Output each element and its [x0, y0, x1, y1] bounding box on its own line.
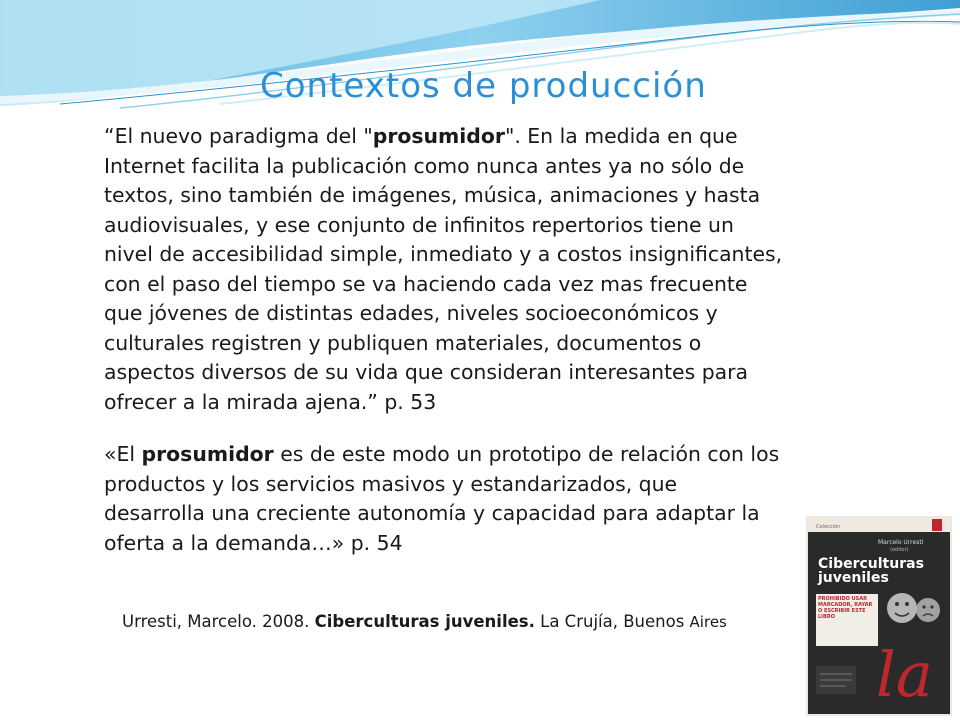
cover-series: Colección: [816, 524, 841, 530]
quote-paragraph-1: [104, 122, 784, 417]
citation-book-title: Ciberculturas juveniles.: [314, 612, 535, 631]
cover-publisher-mark: la: [876, 638, 933, 711]
cover-title-line2: juveniles: [818, 570, 889, 586]
sad-face-icon: [916, 598, 940, 622]
smiley-face-icon: [887, 593, 917, 623]
cover-editor-role: (editor): [890, 547, 909, 553]
citation-city-end: Aires: [689, 613, 727, 631]
cover-editor: Marcelo Urresti: [878, 539, 924, 546]
citation-publisher: La Crujía, Buenos: [534, 612, 690, 631]
book-cover-image: [806, 516, 952, 716]
quote-block: [104, 122, 784, 558]
citation-author: Urresti, Marcelo. 2008.: [122, 612, 315, 631]
quote1-open: “El nuevo paradigma del ": [104, 124, 373, 148]
quote2-open: «El: [104, 442, 142, 466]
quote-paragraph-2: [104, 440, 784, 558]
quote2-rest: es de este modo un prototipo de relación con los productos y los servicios masivos y estandarizados, que desarrolla una creciente autonomía y capacidad para adaptar la oferta a la demanda…» p. 54: [104, 442, 780, 555]
quote1-rest: ". En la medida en que Internet facilita la publicación como nunca antes ya no sólo de textos, sino también de imágenes, música, animaciones y hasta audiovisuales, y ese conjunto de infinitos repertorios tiene un nivel de accesibilidad simple, inmediato y a costos insignificantes, con el paso del tiempo se va haciendo cada vez mas frecuente que jóvenes de distintas edades, niveles socioeconómicos y culturales registren y publiquen materiales, documentos o aspectos diversos de su vida que consideran interesantes para ofrecer a la mirada ajena.” p. 53: [104, 124, 783, 414]
quote2-term: prosumidor: [141, 442, 274, 466]
slide-title: Contextos de producción: [260, 66, 707, 106]
cover-tagline: PROHIBIDO USAR MARCADOR, RAYAR O ESCRIBIR ESTE LIBRO: [818, 596, 873, 620]
cover-title-line1: Ciberculturas: [818, 556, 924, 572]
quote1-term: prosumidor: [372, 124, 505, 148]
citation: [122, 612, 792, 631]
